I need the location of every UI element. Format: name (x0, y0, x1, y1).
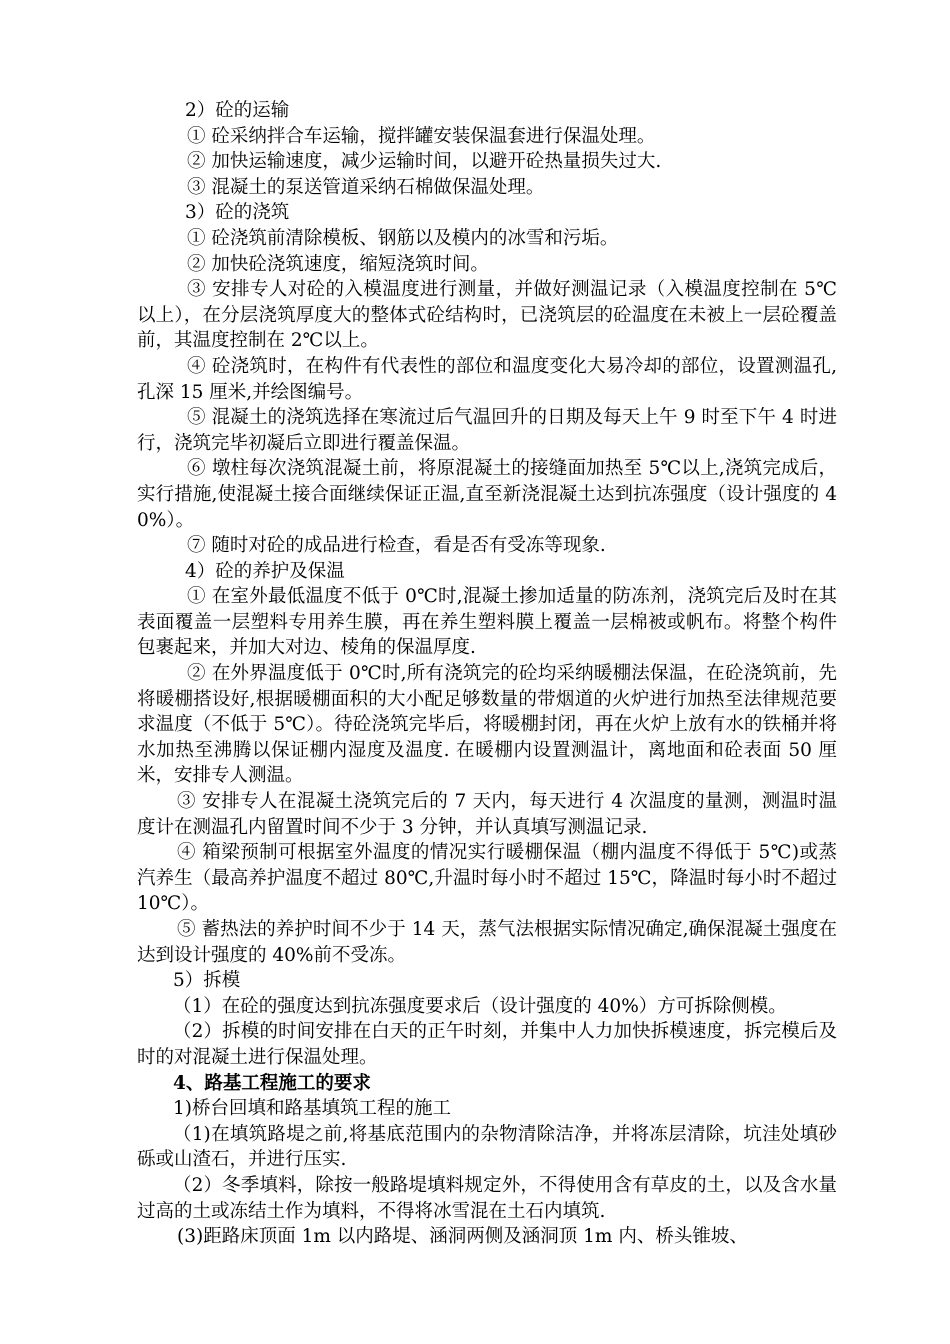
paragraph-pouring-1: ① 砼浇筑前清除模板、钢筋以及模内的冰雪和污垢。 (187, 227, 619, 249)
subheading-concrete-pouring: 3）砼的浇筑 (185, 202, 290, 224)
paragraph-curing-4: ④ 箱梁预制可根据室外温度的情况实行暖棚保温（棚内温度不得低于 5℃)或蒸汽养生（最高养护温度不超过 80℃,升温时每小时不超过 15℃，降温时每小时不超过 10℃）。 (137, 842, 837, 915)
paragraph-transport-3: ③ 混凝土的泵送管道采纳石棉做保温处理。 (187, 176, 545, 198)
subheading-concrete-transport: 2）砼的运输 (185, 100, 290, 121)
paragraph-roadbed-1: （1)在填筑路堤之前,将基底范围内的杂物清除洁净，并将冻层清除，坑洼处填砂砾或山渣石，并进行压实. (137, 1123, 837, 1171)
paragraph-curing-3: ③ 安排专人在混凝土浇筑完后的 7 天内，每天进行 4 次温度的量测，测温时温度计在测温孔内留置时间不少于 3 分钟，并认真填写测温记录. (137, 791, 837, 838)
paragraph-curing-5: ⑤ 蓄热法的养护时间不少于 14 天，蒸气法根据实际情况确定,确保混凝土强度在达到设计强度的 40%前不受冻。 (137, 919, 837, 966)
subheading-formwork-removal: 5）拆模 (173, 970, 241, 992)
subheading-abutment-backfill: 1)桥台回填和路基填筑工程的施工 (173, 1098, 451, 1120)
paragraph-curing-2: ② 在外界温度低于 0℃时,所有浇筑完的砼均采纳暖棚法保温，在砼浇筑前，先将暖棚搭设好,根据暖棚面积的大小配足够数量的带烟道的火炉进行加热至法律规范要求温度（不低于 5℃）。待砼浇筑完毕后，将暖棚封闭，再在火炉上放有水的铁桶并将水加热至沸腾以保证棚内湿度及温度. 在暖棚内设置测温计，离地面和砼表面 50 厘米，安排专人测温。 (137, 663, 837, 787)
paragraph-formwork-2: （2）拆模的时间安排在白天的正午时刻，并集中人力加快拆模速度，拆完模后及时的对混凝土进行保温处理。 (137, 1021, 837, 1068)
document-page (137, 98, 837, 1250)
paragraph-transport-2: ② 加快运输速度，减少运输时间，以避开砼热量损失过大. (187, 151, 662, 173)
paragraph-pouring-4: ④ 砼浇筑时，在构件有代表性的部位和温度变化大易冷却的部位，设置测温孔,孔深 15 厘米,并绘图编号。 (137, 355, 837, 403)
paragraph-pouring-2: ② 加快砼浇筑速度，缩短浇筑时间。 (187, 253, 489, 275)
paragraph-formwork-1: （1）在砼的强度达到抗冻强度要求后（设计强度的 40%）方可拆除侧模。 (173, 995, 787, 1017)
subheading-curing-insulation: 4）砼的养护及保温 (185, 560, 345, 582)
paragraph-roadbed-3: (3)距路床顶面 1m 以内路堤、涵洞两侧及涵洞顶 1m 内、桥头锥坡、 (177, 1226, 748, 1248)
section-heading-roadbed: 4、路基工程施工的要求 (173, 1072, 371, 1094)
paragraph-pouring-5: ⑤ 混凝土的浇筑选择在寒流过后气温回升的日期及每天上午 9 时至下午 4 时进行，浇筑完毕初凝后立即进行覆盖保温。 (137, 407, 837, 454)
paragraph-roadbed-2: （2）冬季填料，除按一般路堤填料规定外，不得使用含有草皮的土，以及含水量过高的土或冻结土作为填料，不得将冰雪混在土石内填筑. (137, 1174, 837, 1222)
paragraph-curing-1: ① 在室外最低温度不低于 0℃时,混凝土掺加适量的防冻剂，浇筑完后及时在其表面覆盖一层塑料专用养生膜，再在养生塑料膜上覆盖一层棉被或帆布。将整个构件包裹起来，并加大对边、棱角的保温厚度. (137, 586, 837, 659)
paragraph-transport-1: ① 砼采纳拌合车运输，搅拌罐安装保温套进行保温处理。 (187, 125, 656, 147)
paragraph-pouring-7: ⑦ 随时对砼的成品进行检查，看是否有受冻等现象. (187, 535, 606, 557)
paragraph-pouring-3: ③ 安排专人对砼的入模温度进行测量，并做好测温记录（入模温度控制在 5℃以上），在分层浇筑厚度大的整体式砼结构时，已浇筑层的砼温度在未被上一层砼覆盖前，其温度控制在 2℃以上。 (137, 279, 837, 352)
paragraph-pouring-6: ⑥ 墩柱每次浇筑混凝土前，将原混凝土的接缝面加热至 5℃以上,浇筑完成后，实行措施,使混凝土接合面继续保证正温,直至新浇混凝土达到抗冻强度（设计强度的 40%）。 (137, 458, 837, 531)
